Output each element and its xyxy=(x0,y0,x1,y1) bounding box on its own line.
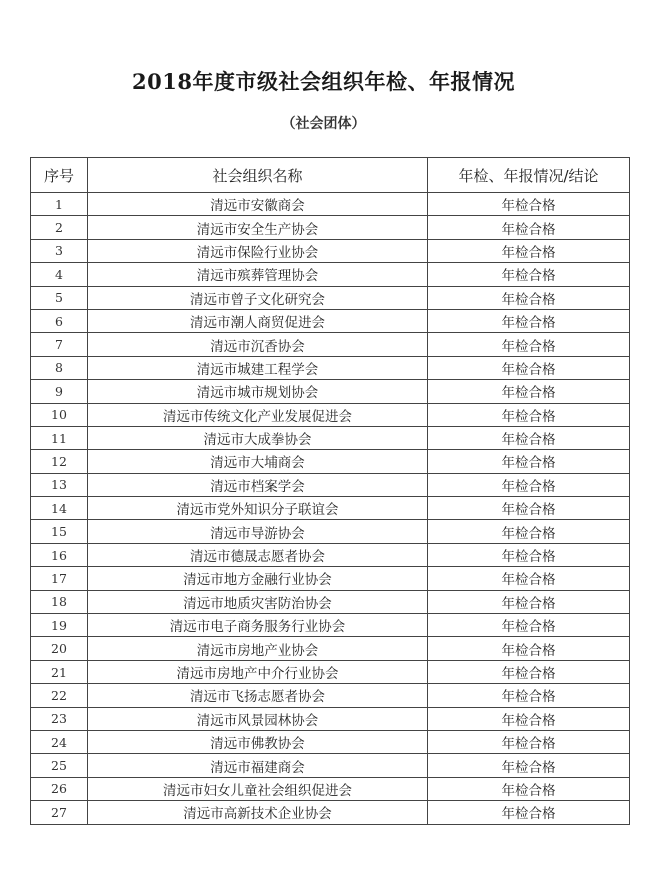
result-cell: 年检合格 xyxy=(428,193,630,216)
row-number: 7 xyxy=(31,333,88,356)
result-cell: 年检合格 xyxy=(428,801,630,824)
row-number: 18 xyxy=(31,590,88,613)
org-name-cell: 清远市安全生产协会 xyxy=(88,216,428,239)
table-row xyxy=(31,801,630,824)
table-row xyxy=(31,380,630,403)
row-number: 27 xyxy=(31,801,88,824)
org-name-cell: 清远市曾子文化研究会 xyxy=(88,286,428,309)
document-subtitle: （社会团体） xyxy=(281,116,366,132)
row-number: 24 xyxy=(31,730,88,753)
document-title: 2018年度市级社会组织年检、年报情况 xyxy=(132,69,515,94)
org-name-cell: 清远市潮人商贸促进会 xyxy=(88,309,428,332)
row-number: 21 xyxy=(31,660,88,683)
table-row xyxy=(31,707,630,730)
table-row xyxy=(31,684,630,707)
table-row xyxy=(31,450,630,473)
result-cell: 年检合格 xyxy=(428,216,630,239)
row-number: 8 xyxy=(31,356,88,379)
table-row xyxy=(31,426,630,449)
result-cell: 年检合格 xyxy=(428,356,630,379)
org-name-cell: 清远市党外知识分子联谊会 xyxy=(88,497,428,520)
org-name-cell: 清远市地质灾害防治协会 xyxy=(88,590,428,613)
organization-table xyxy=(30,157,630,825)
org-name-cell: 清远市佛教协会 xyxy=(88,730,428,753)
result-cell: 年检合格 xyxy=(428,777,630,800)
table-row xyxy=(31,590,630,613)
row-number: 22 xyxy=(31,684,88,707)
row-number: 25 xyxy=(31,754,88,777)
result-cell: 年检合格 xyxy=(428,309,630,332)
result-cell: 年检合格 xyxy=(428,543,630,566)
org-name-cell: 清远市城市规划协会 xyxy=(88,380,428,403)
table-row xyxy=(31,567,630,590)
table-row xyxy=(31,660,630,683)
result-cell: 年检合格 xyxy=(428,590,630,613)
row-number: 17 xyxy=(31,567,88,590)
header-seq: 序号 xyxy=(31,158,88,193)
table-row xyxy=(31,286,630,309)
row-number: 13 xyxy=(31,473,88,496)
result-cell: 年检合格 xyxy=(428,473,630,496)
header-org-name: 社会组织名称 xyxy=(88,158,428,193)
table-row xyxy=(31,309,630,332)
org-name-cell: 清远市殡葬管理协会 xyxy=(88,263,428,286)
org-name-cell: 清远市德晟志愿者协会 xyxy=(88,543,428,566)
table-row xyxy=(31,473,630,496)
table-row xyxy=(31,216,630,239)
org-name-cell: 清远市地方金融行业协会 xyxy=(88,567,428,590)
row-number: 14 xyxy=(31,497,88,520)
result-cell: 年检合格 xyxy=(428,707,630,730)
org-name-cell: 清远市沉香协会 xyxy=(88,333,428,356)
table-row xyxy=(31,614,630,637)
org-name-cell: 清远市保险行业协会 xyxy=(88,239,428,262)
row-number: 19 xyxy=(31,614,88,637)
row-number: 12 xyxy=(31,450,88,473)
result-cell: 年检合格 xyxy=(428,637,630,660)
table-row xyxy=(31,754,630,777)
row-number: 9 xyxy=(31,380,88,403)
row-number: 10 xyxy=(31,403,88,426)
result-cell: 年检合格 xyxy=(428,684,630,707)
org-name-cell: 清远市房地产中介行业协会 xyxy=(88,660,428,683)
row-number: 1 xyxy=(31,193,88,216)
table-row xyxy=(31,637,630,660)
result-cell: 年检合格 xyxy=(428,333,630,356)
table-row xyxy=(31,333,630,356)
table-row xyxy=(31,193,630,216)
row-number: 3 xyxy=(31,239,88,262)
org-name-cell: 清远市安徽商会 xyxy=(88,193,428,216)
table-row xyxy=(31,543,630,566)
table-row xyxy=(31,263,630,286)
result-cell: 年检合格 xyxy=(428,730,630,753)
result-cell: 年检合格 xyxy=(428,520,630,543)
org-name-cell: 清远市大埔商会 xyxy=(88,450,428,473)
org-name-cell: 清远市福建商会 xyxy=(88,754,428,777)
header-result: 年检、年报情况/结论 xyxy=(428,158,630,193)
result-cell: 年检合格 xyxy=(428,614,630,637)
org-name-cell: 清远市房地产业协会 xyxy=(88,637,428,660)
row-number: 6 xyxy=(31,309,88,332)
result-cell: 年检合格 xyxy=(428,239,630,262)
result-cell: 年检合格 xyxy=(428,286,630,309)
row-number: 4 xyxy=(31,263,88,286)
org-name-cell: 清远市城建工程学会 xyxy=(88,356,428,379)
result-cell: 年检合格 xyxy=(428,380,630,403)
org-name-cell: 清远市妇女儿童社会组织促进会 xyxy=(88,777,428,800)
row-number: 23 xyxy=(31,707,88,730)
row-number: 15 xyxy=(31,520,88,543)
table-row xyxy=(31,497,630,520)
result-cell: 年检合格 xyxy=(428,497,630,520)
table-row xyxy=(31,520,630,543)
table-row xyxy=(31,777,630,800)
org-name-cell: 清远市大成拳协会 xyxy=(88,426,428,449)
table-body xyxy=(31,193,630,825)
org-name-cell: 清远市导游协会 xyxy=(88,520,428,543)
row-number: 20 xyxy=(31,637,88,660)
table-row xyxy=(31,403,630,426)
result-cell: 年检合格 xyxy=(428,426,630,449)
org-name-cell: 清远市档案学会 xyxy=(88,473,428,496)
org-name-cell: 清远市风景园林协会 xyxy=(88,707,428,730)
table-row xyxy=(31,730,630,753)
result-cell: 年检合格 xyxy=(428,263,630,286)
row-number: 26 xyxy=(31,777,88,800)
org-name-cell: 清远市飞扬志愿者协会 xyxy=(88,684,428,707)
table-row xyxy=(31,239,630,262)
result-cell: 年检合格 xyxy=(428,660,630,683)
table-header-row xyxy=(31,158,630,193)
table-row xyxy=(31,356,630,379)
result-cell: 年检合格 xyxy=(428,403,630,426)
org-name-cell: 清远市传统文化产业发展促进会 xyxy=(88,403,428,426)
result-cell: 年检合格 xyxy=(428,754,630,777)
result-cell: 年检合格 xyxy=(428,567,630,590)
result-cell: 年检合格 xyxy=(428,450,630,473)
row-number: 2 xyxy=(31,216,88,239)
row-number: 5 xyxy=(31,286,88,309)
org-name-cell: 清远市高新技术企业协会 xyxy=(88,801,428,824)
org-name-cell: 清远市电子商务服务行业协会 xyxy=(88,614,428,637)
row-number: 11 xyxy=(31,426,88,449)
row-number: 16 xyxy=(31,543,88,566)
